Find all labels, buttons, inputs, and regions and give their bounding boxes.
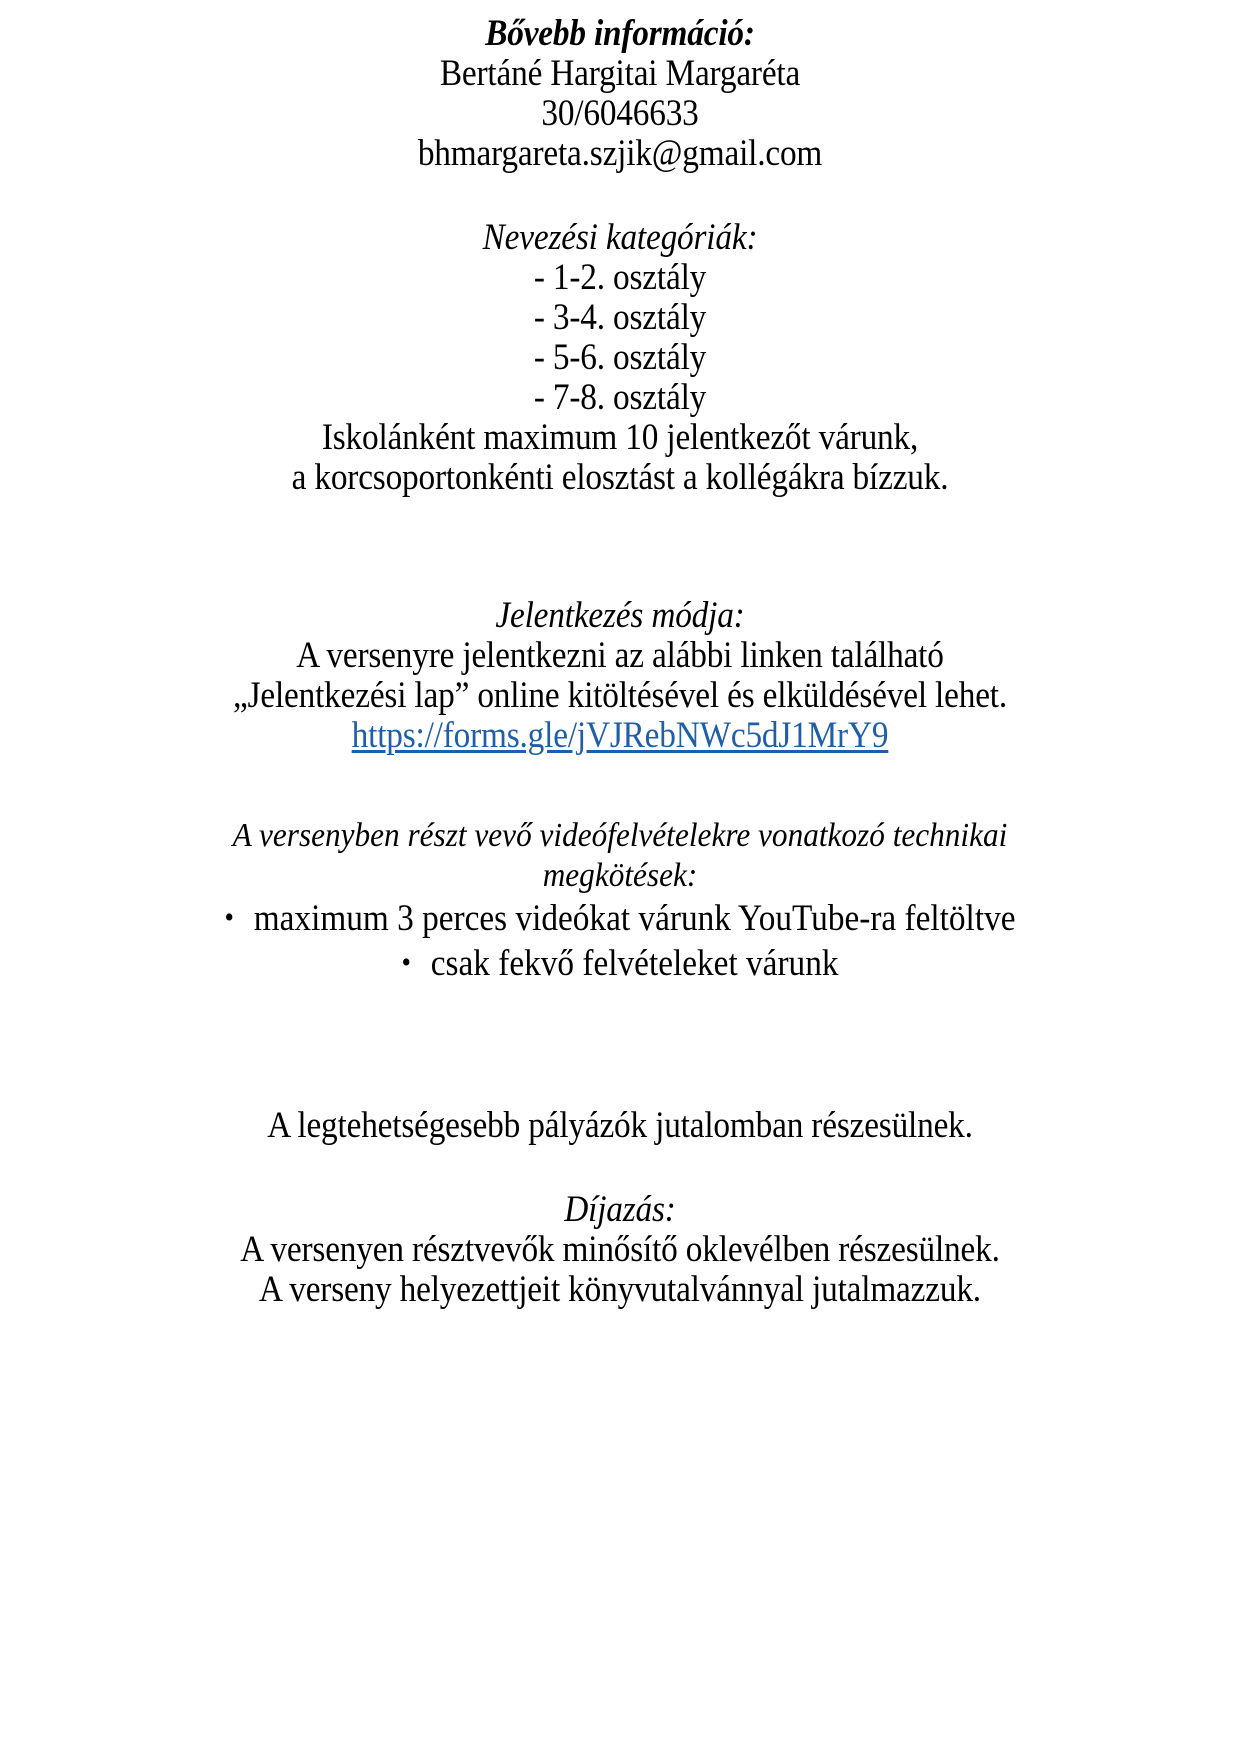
category-item-1: - 1-2. osztály [533, 257, 707, 298]
technical-bullet-2 [148, 941, 1091, 986]
bullet-icon: • [401, 946, 411, 979]
application-link-row [148, 716, 1091, 756]
rewards-intro: A legtehetségesebb pályázók jutalomban részesülnek. [267, 1105, 973, 1146]
technical-bullet-1-text: maximum 3 perces videókat várunk YouTube-ra feltöltve [253, 898, 1016, 939]
application-heading: Jelentkezés módja: [495, 595, 745, 636]
rewards-line-1: A versenyen résztvevők minősítő oklevélben részesülnek. [240, 1229, 1000, 1270]
contact-section [96, 14, 1144, 174]
technical-bullet-1 [148, 896, 1091, 941]
application-section [96, 596, 1144, 756]
spacer-before-rewards-heading [96, 1146, 1144, 1190]
application-form-link[interactable]: https://forms.gle/jVJRebNWc5dJ1MrY9 [351, 715, 889, 756]
spacer-after-technical [96, 986, 1144, 1062]
technical-heading-line-1: A versenyben részt vevő videófelvételekre vonatkozó technikai [232, 817, 1008, 854]
application-line-2: „Jelentkezési lap” online kitöltésével és elküldésével lehet. [232, 675, 1008, 716]
category-item-4: - 7-8. osztály [533, 377, 707, 418]
categories-note-line-2: a korcsoportonkénti elosztást a kollégákra bízzuk. [291, 457, 949, 498]
bullet-icon: • [224, 901, 234, 934]
spacer-after-technical-2 [96, 1062, 1144, 1106]
rewards-section [96, 1106, 1144, 1310]
category-item-3: - 5-6. osztály [533, 337, 707, 378]
technical-bullet-2-text: csak fekvő felvételeket várunk [430, 943, 839, 984]
categories-note-line-1: Iskolánként maximum 10 jelentkezőt várunk, [321, 417, 919, 458]
application-line-1: A versenyre jelentkezni az alábbi linken található [296, 635, 944, 676]
rewards-line-2: A verseny helyezettjeit könyvutalvánnyal jutalmazzuk. [259, 1269, 981, 1310]
technical-section [96, 816, 1144, 986]
contact-phone: 30/6046633 [541, 93, 699, 134]
technical-heading [138, 816, 1102, 896]
spacer-after-categories-2 [96, 574, 1144, 596]
contact-heading: Bővebb információ: [485, 13, 755, 54]
categories-section [96, 218, 1144, 498]
technical-heading-line-2: megkötések: [542, 857, 698, 894]
rewards-heading: Díjazás: [564, 1189, 676, 1230]
spacer-after-application [96, 756, 1144, 816]
categories-heading: Nevezési kategóriák: [482, 217, 758, 258]
spacer-after-contact [96, 174, 1144, 218]
contact-email: bhmargareta.szjik@gmail.com [417, 133, 823, 174]
contact-name: Bertáné Hargitai Margaréta [439, 53, 801, 94]
category-item-2: - 3-4. osztály [533, 297, 707, 338]
spacer-after-categories [96, 498, 1144, 574]
